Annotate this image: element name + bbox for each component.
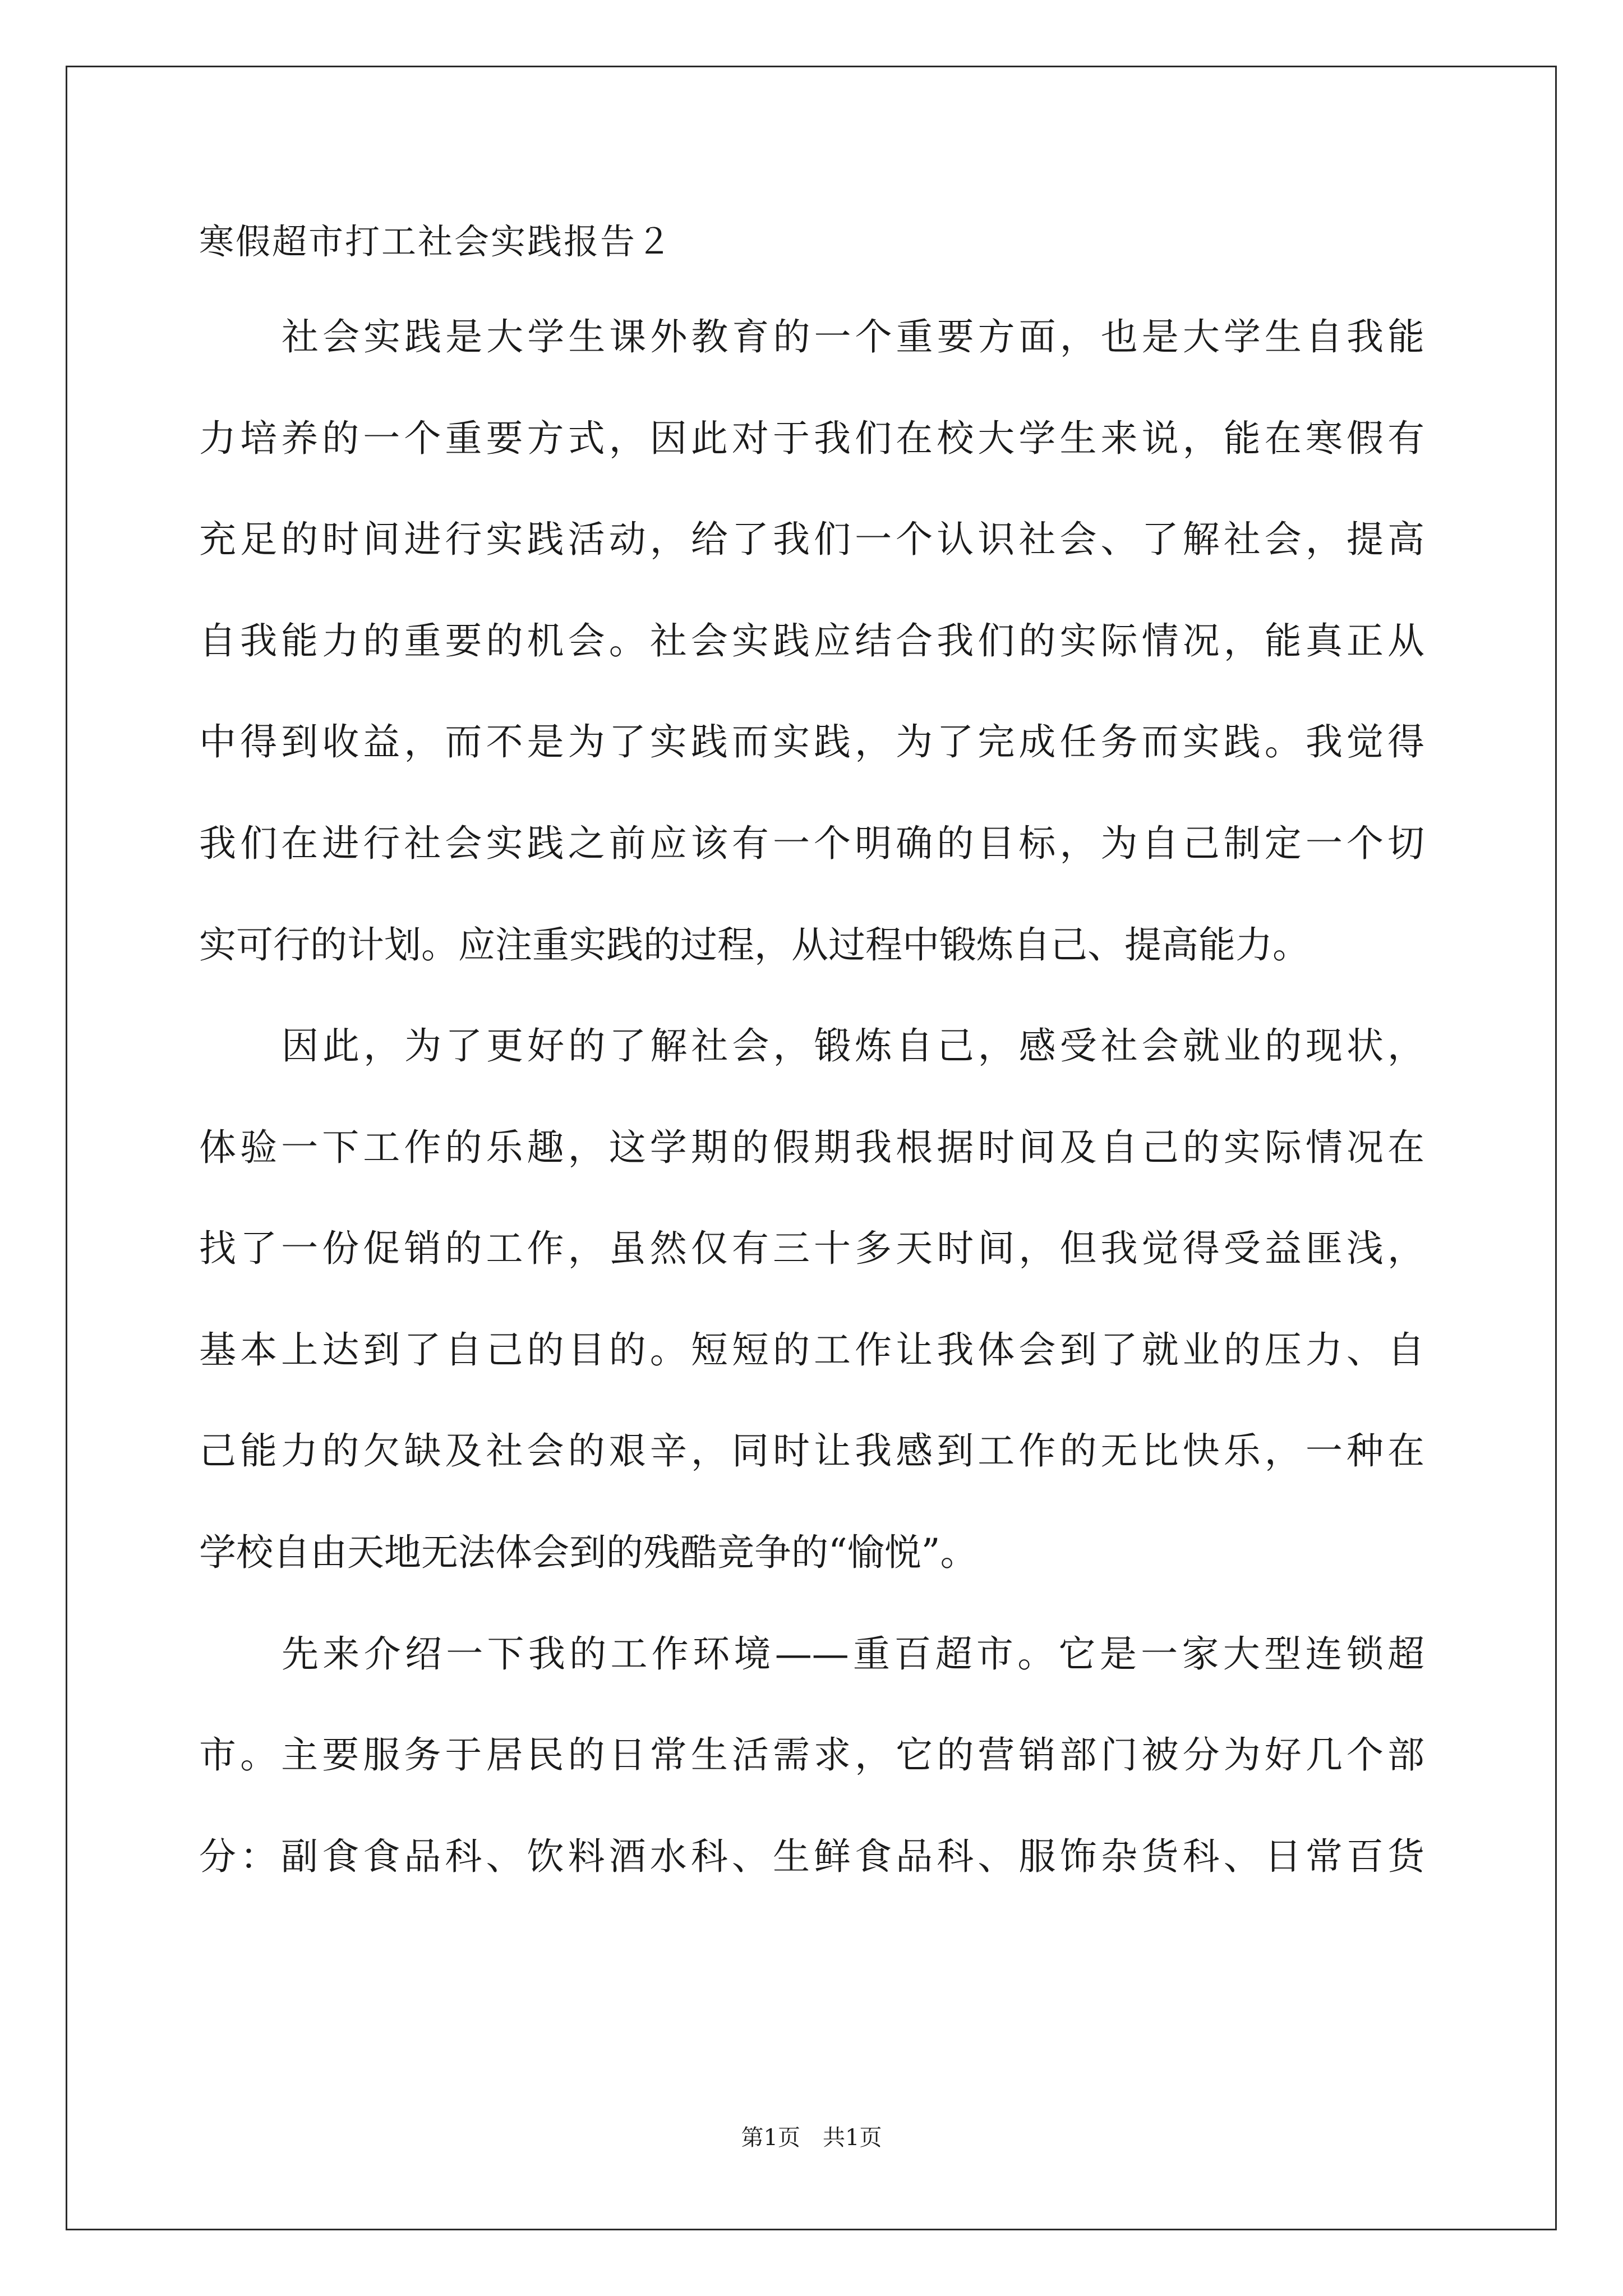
paragraph-3-line-2: 市。主要服务于居民的日常生活需求，它的营销部门被分为好几个部 [199, 1733, 1424, 1777]
paragraph-2-line-3: 找了一份促销的工作，虽然仅有三十多天时间，但我觉得受益匪浅， [199, 1227, 1424, 1270]
paragraph-2-line-2: 体验一下工作的乐趣，这学期的假期我根据时间及自己的实际情况在 [199, 1126, 1424, 1169]
page-number-footer: 第1页 共1页 [741, 2125, 882, 2151]
paragraph-3-line-3: 分：副食食品科、饮料酒水科、生鲜食品科、服饰杂货科、日常百货 [199, 1835, 1424, 1878]
paragraph-1-line-5: 中得到收益，而不是为了实践而实践，为了完成任务而实践。我觉得 [199, 720, 1424, 763]
paragraph-1-line-7: 实可行的计划。应注重实践的过程，从过程中锻炼自己、提高能力。 [199, 923, 1310, 967]
paragraph-1-line-2: 力培养的一个重要方式，因此对于我们在校大学生来说，能在寒假有 [199, 417, 1424, 460]
paragraph-2-line-1: 因此，为了更好的了解社会，锻炼自己，感受社会就业的现状， [282, 1024, 1424, 1068]
paragraph-1-line-3: 充足的时间进行实践活动，给了我们一个认识社会、了解社会，提高 [199, 518, 1424, 561]
paragraph-3-line-1: 先来介绍一下我的工作环境——重百超市。它是一家大型连锁超 [282, 1632, 1424, 1676]
paragraph-2-line-5: 己能力的欠缺及社会的艰辛，同时让我感到工作的无比快乐，一种在 [199, 1429, 1424, 1473]
paragraph-2-line-4: 基本上达到了自己的目的。短短的工作让我体会到了就业的压力、自 [199, 1328, 1424, 1372]
paragraph-1-line-1: 社会实践是大学生课外教育的一个重要方面，也是大学生自我能 [282, 315, 1424, 358]
paragraph-1-line-6: 我们在进行社会实践之前应该有一个明确的目标，为自己制定一个切 [199, 822, 1424, 865]
document-title: 寒假超市打工社会实践报告２ [199, 221, 674, 262]
paragraph-1-line-4: 自我能力的重要的机会。社会实践应结合我们的实际情况，能真正从 [199, 619, 1424, 662]
paragraph-2-line-6: 学校自由天地无法体会到的残酷竞争的“愉悦”。 [199, 1531, 978, 1574]
